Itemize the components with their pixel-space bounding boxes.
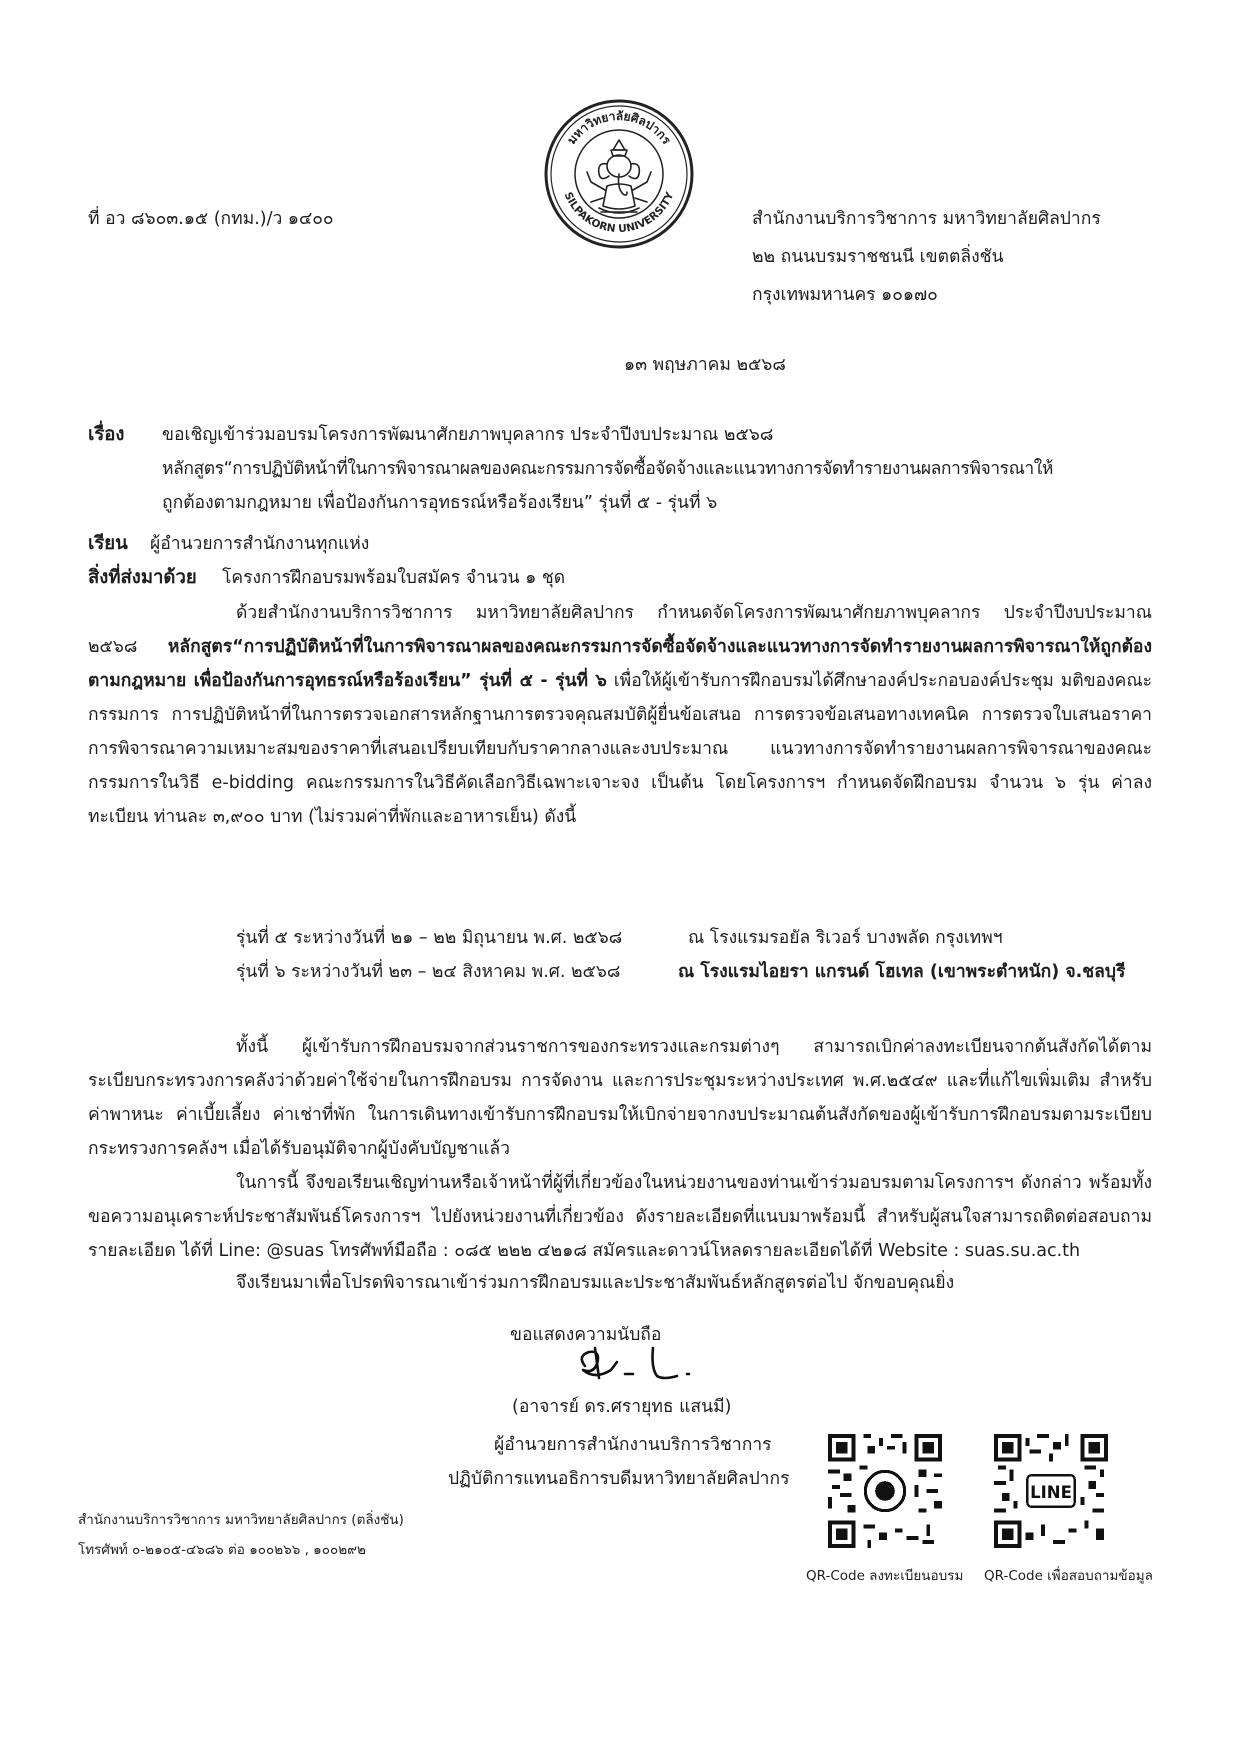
- qr-line-label: LINE: [1030, 1483, 1072, 1503]
- p1-start: ด้วยสำนักงานบริการวิชาการ มหาวิทยาลัยศิลปากร กำหนดจัดโครงการพัฒนาศักยภาพบุคลากร ประจำปีงบประมาณ ๒๕๖๘: [88, 603, 1152, 657]
- document-date: ๑๓ พฤษภาคม ๒๕๖๘: [624, 355, 786, 375]
- to-label: เรียน: [88, 533, 128, 554]
- enclosure-value: โครงการฝึกอบรมพร้อมใบสมัคร จำนวน ๑ ชุด: [222, 568, 566, 588]
- p3-text: ในการนี้ จึงขอเรียนเชิญท่านหรือเจ้าหน้าที่ผู้ที่เกี่ยวข้องในหน่วยงานของท่านเข้าร่วมอบรมตามโครงการฯ ดังกล่าว พร้อมทั้งขอความอนุเคราะห์ประชาสัมพันธ์โครงการฯ ไปยังหน่วยงานที่เกี่ยวข้อง ดังรายละเอียดที่แนบมาพร้อมนี้ สำหรับผู้สนใจสามารถติดต่อสอบถามรายละเอียด ได้ที่ Line: @suas โทรศัพท์มือถือ : ๐๘๕ ๒๒๒ ๔๒๑๘ สมัครและดาวน์โหลดรายละเอียดได้ที่ Website : suas.su.ac.th: [88, 1173, 1152, 1261]
- signer-position-1: ผู้อำนวยการสำนักงานบริการวิชาการ: [494, 1435, 772, 1455]
- body-paragraph-1: [88, 596, 1152, 834]
- session-5-date: รุ่นที่ ๕ ระหว่างวันที่ ๒๑ – ๒๒ มิถุนายน พ.ศ. ๒๕๖๘: [236, 928, 623, 948]
- footer-org: สำนักงานบริการวิชาการ มหาวิทยาลัยศิลปากร (ตลิ่งชัน): [78, 1512, 404, 1528]
- p1-course-title: หลักสูตร“การปฏิบัติหน้าที่ในการพิจารณาผลของคณะกรรมการจัดซื้อจัดจ้างและแนวทางการจัดทำรายงานผลการพิจารณาให้ถูกต้องตามกฎหมาย เพื่อป้องกันการอุทธรณ์หรือร้องเรียน” รุ่นที่ ๕ - รุ่นที่ ๖: [88, 637, 1152, 691]
- body-paragraph-3: [88, 1166, 1152, 1268]
- body-paragraph-2: [88, 1030, 1152, 1166]
- subject-line-3: ถูกต้องตามกฎหมาย เพื่อป้องกันการอุทธรณ์หรือร้องเรียน” รุ่นที่ ๕ - รุ่นที่ ๖: [162, 493, 718, 513]
- qr-code-register[interactable]: [828, 1434, 942, 1548]
- regards: ขอแสดงความนับถือ: [510, 1325, 662, 1345]
- subject-label: เรื่อง: [88, 424, 125, 445]
- subject-line-1: ขอเชิญเข้าร่วมอบรมโครงการพัฒนาศักยภาพบุคลากร ประจำปีงบประมาณ ๒๕๖๘: [162, 425, 774, 445]
- footer-phone: โทรศัพท์ ๐-๒๑๐๕-๔๖๘๖ ต่อ ๑๐๐๒๖๖ , ๑๐๐๒๙๒: [78, 1542, 366, 1558]
- signer-name: (อาจารย์ ดร.ศรายุทธ แสนมี): [512, 1397, 732, 1417]
- seal-text-top: มหาวิทยาลัยศิลปากร: [564, 108, 674, 147]
- session-6-date: รุ่นที่ ๖ ระหว่างวันที่ ๒๓ – ๒๔ สิงหาคม พ.ศ. ๒๕๖๘: [236, 962, 621, 982]
- qr-register-caption: QR-Code ลงทะเบียนอบรม: [806, 1568, 964, 1584]
- org-name: สำนักงานบริการวิชาการ มหาวิทยาลัยศิลปากร: [752, 209, 1101, 229]
- document-number: ที่ อว ๘๖๐๓.๑๕ (กทม.)/ว ๑๔๐๐: [88, 209, 334, 229]
- signer-position-2: ปฏิบัติการแทนอธิการบดีมหาวิทยาลัยศิลปากร: [448, 1469, 790, 1489]
- seal-text-bottom: SILPAKORN UNIVERSITY: [561, 190, 677, 236]
- subject-line-2: หลักสูตร“การปฏิบัติหน้าที่ในการพิจารณาผลของคณะกรรมการจัดซื้อจัดจ้างและแนวทางการจัดทำรายงานผลการพิจารณาให้: [162, 459, 1053, 479]
- university-seal-logo: [543, 98, 695, 250]
- qr-code-line-inquiry[interactable]: [994, 1434, 1108, 1548]
- to-value: ผู้อำนวยการสำนักงานทุกแห่ง: [150, 534, 370, 554]
- enclosure-label: สิ่งที่ส่งมาด้วย: [88, 567, 197, 588]
- org-address: ๒๒ ถนนบรมราชชนนี เขตตลิ่งชัน: [752, 247, 1004, 267]
- org-city: กรุงเทพมหานคร ๑๐๑๗๐: [752, 285, 938, 305]
- handwritten-signature: [567, 1340, 707, 1388]
- p1-end: เพื่อให้ผู้เข้ารับการฝึกอบรมได้ศึกษาองค์ประกอบองค์ประชุม มติของคณะกรรมการ การปฏิบัติหน้าที่ในการตรวจเอกสารหลักฐานการตรวจคุณสมบัติผู้ยื่นข้อเสนอ การตรวจข้อเสนอทางเทคนิค การตรวจใบเสนอราคา การพิจารณาความเหมาะสมของราคาที่เสนอเปรียบเทียบกับราคากลางและงบประมาณ แนวทางการจัดทำรายงานผลการพิจารณาของคณะกรรมการในวิธี e-bidding คณะกรรมการในวิธีคัดเลือกวิธีเฉพาะเจาะจง เป็นต้น โดยโครงการฯ กำหนดจัดฝึกอบรม จำนวน ๖ รุ่น ค่าลงทะเบียน ท่านละ ๓,๙๐๐ บาท (ไม่รวมค่าที่พักและอาหารเย็น) ดังนี้: [88, 671, 1153, 827]
- p2-text: ทั้งนี้ ผู้เข้ารับการฝึกอบรมจากส่วนราชการของกระทรวงและกรมต่างๆ สามารถเบิกค่าลงทะเบียนจากต้นสังกัดได้ตามระเบียบกระทรวงการคลังว่าด้วยค่าใช้จ่ายในการฝึกอบรม การจัดงาน และการประชุมระหว่างประเทศ พ.ศ.๒๕๔๙ และที่แก้ไขเพิ่มเติม สำหรับค่าพาหนะ ค่าเบี้ยเลี้ยง ค่าเช่าที่พัก ในการเดินทางเข้ารับการฝึกอบรมให้เบิกจ่ายจากงบประมาณต้นสังกัดของผู้เข้ารับการฝึกอบรมตามระเบียบกระทรวงการคลังฯ เมื่อได้รับอนุมัติจากผู้บังคับบัญชาแล้ว: [88, 1037, 1152, 1159]
- session-5-venue: ณ โรงแรมรอยัล ริเวอร์ บางพลัด กรุงเทพฯ: [688, 928, 1003, 948]
- qr-inquiry-caption: QR-Code เพื่อสอบถามข้อมูล: [984, 1568, 1153, 1584]
- closing-line: จึงเรียนมาเพื่อโปรดพิจารณาเข้าร่วมการฝึกอบรมและประชาสัมพันธ์หลักสูตรต่อไป จักขอบคุณยิ่ง: [236, 1273, 955, 1293]
- session-6-venue: ณ โรงแรมไอยรา แกรนด์ โฮเทล (เขาพระตำหนัก) จ.ชลบุรี: [678, 962, 1126, 982]
